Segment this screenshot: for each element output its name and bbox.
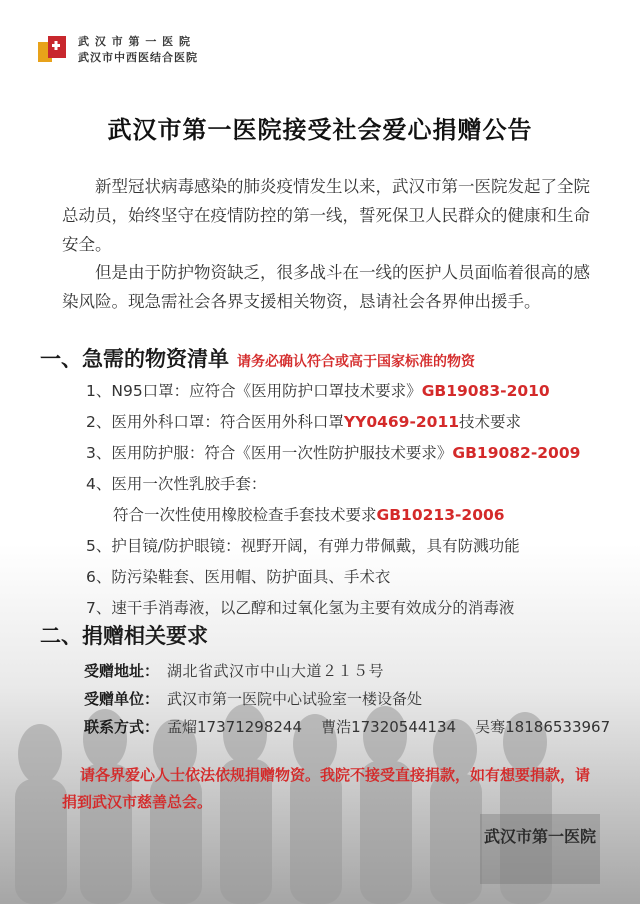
section-title: 一、急需的物资清单	[40, 347, 229, 371]
unit-label: 受赠单位：	[84, 690, 160, 708]
contact-3: 吴骞18186533967	[475, 718, 611, 736]
hospital-name-secondary: 武汉市中西医结合医院	[78, 51, 198, 64]
contact-row	[84, 713, 610, 741]
list-item: 符合一次性使用橡胶检查手套技术要求GB10213-2006	[113, 506, 505, 524]
list-item: 1、N95口罩：应符合《医用防护口罩技术要求》GB19083-2010	[86, 382, 550, 400]
supplies-list	[86, 376, 606, 624]
section-title: 二、捐赠相关要求	[40, 624, 208, 648]
address-row	[84, 657, 610, 685]
section-supplies-heading	[40, 343, 475, 373]
donation-appeal: 请各界爱心人士依法依规捐赠物资。我院不接受直接捐款，如有想要捐款，请捐到武汉市慈善总会。	[62, 766, 591, 811]
contact-1: 孟熘17371298244	[167, 718, 302, 736]
hospital-header	[32, 30, 198, 70]
list-item: 3、医用防护服：符合《医用一次性防护服技术要求》GB19082-2009	[86, 444, 581, 462]
contact-label: 联系方式：	[84, 718, 160, 736]
standard-note: 请务必确认符合或高于国家标准的物资	[237, 354, 475, 370]
address-value: 湖北省武汉市中山大道２１５号	[167, 662, 385, 680]
section-donation-heading	[40, 620, 208, 650]
contact-2: 曹浩17320544134	[321, 718, 457, 736]
list-item: 2、医用外科口罩：符合医用外科口罩YY0469-2011技术要求	[86, 413, 522, 431]
address-label: 受赠地址：	[84, 662, 160, 680]
signage-text: 武汉市第一医院	[483, 827, 597, 846]
hospital-name-primary: 武 汉 市 第 一 医 院	[78, 35, 191, 48]
intro-paragraph-1: 新型冠状病毒感染的肺炎疫情发生以来，武汉市第一医院发起了全院总动员，始终坚守在疫情防控的第一线，誓死保卫人民群众的健康和生命安全。	[62, 177, 590, 254]
list-item: 5、护目镜/防护眼镜：视野开阔，有弹力带佩戴，具有防溅功能	[86, 537, 520, 555]
list-item: 6、防污染鞋套、医用帽、防护面具、手术衣	[86, 568, 391, 586]
unit-value: 武汉市第一医院中心试验室一楼设备处	[167, 690, 423, 708]
donation-requirements	[84, 657, 610, 741]
hospital-signage-photo	[480, 814, 600, 884]
unit-row	[84, 685, 610, 713]
notice-title: 武汉市第一医院接受社会爱心捐赠公告	[107, 116, 533, 144]
hospital-logo-icon	[32, 30, 72, 70]
list-item: 7、速干手消毒液，以乙醇和过氧化氢为主要有效成分的消毒液	[86, 599, 515, 617]
intro-paragraph-2: 但是由于防护物资缺乏，很多战斗在一线的医护人员面临着很高的感染风险。现急需社会各界支援相关物资，恳请社会各界伸出援手。	[62, 263, 590, 311]
list-item: 4、医用一次性乳胶手套：	[86, 475, 267, 493]
